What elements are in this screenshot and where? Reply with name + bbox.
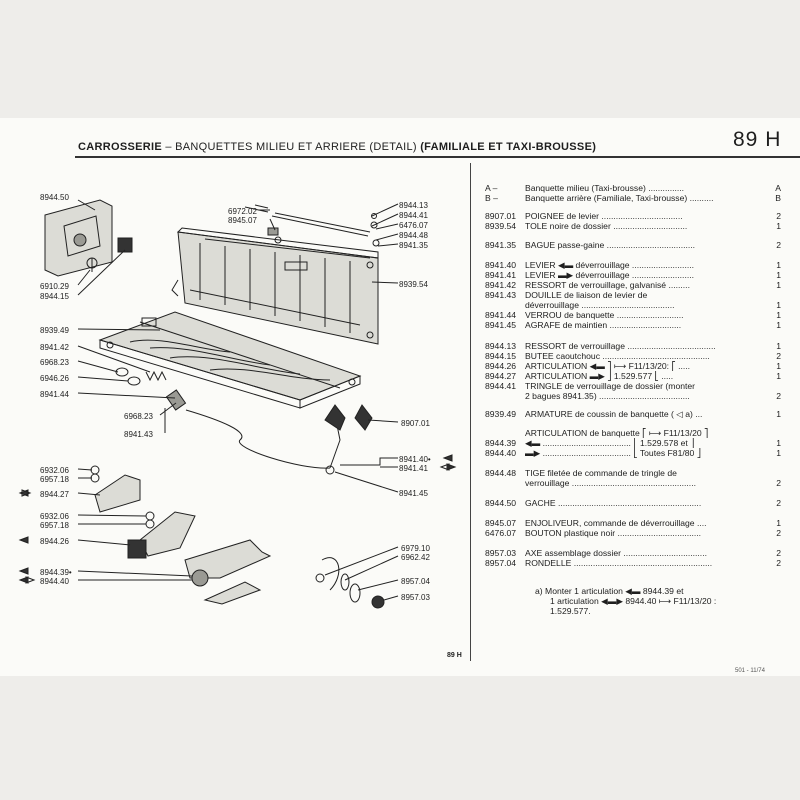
part-qty: 1	[776, 438, 781, 448]
part-code: 8941.42	[485, 280, 517, 290]
part-callout: 8944.15	[40, 292, 69, 301]
part-callout: 8944.27	[40, 490, 69, 499]
part-desc: ARTICULATION ▬▶ ⎦ 1.529.577 ⎣ .....	[525, 371, 674, 381]
part-callout: 6946.26	[40, 374, 69, 383]
part-code: B –	[485, 193, 498, 203]
part-qty: 2	[776, 528, 781, 538]
part-callout: 8944.41	[399, 211, 428, 220]
part-desc: RESSORT de verrouillage, galvanisé .........	[525, 280, 690, 290]
part-desc: TOLE noire de dossier ...............................	[525, 221, 688, 231]
part-callout: 8941.45	[399, 489, 428, 498]
part-qty: 1	[776, 361, 781, 371]
part-code: 8945.07	[485, 518, 517, 528]
part-code: 8944.39	[485, 438, 517, 448]
part-callout: 8957.03	[401, 593, 430, 602]
part-qty: 1	[776, 221, 781, 231]
part-callout: 6910.29	[40, 282, 69, 291]
striker-drawing	[45, 200, 132, 276]
part-desc: RESSORT de verrouillage .....................................	[525, 341, 716, 351]
hinge-drawing	[91, 466, 384, 608]
parts-row	[485, 280, 785, 290]
part-callout: 8945.07	[228, 216, 257, 225]
part-code: 8941.35	[485, 240, 517, 250]
parts-row	[485, 448, 785, 458]
part-qty: 2	[776, 478, 781, 488]
parts-row	[485, 528, 785, 538]
note-line: a) Monter 1 articulation ◀▬ 8944.39 et	[535, 586, 684, 596]
parts-row	[485, 320, 785, 330]
part-qty: A	[775, 183, 781, 193]
part-callout: 6476.07	[399, 221, 428, 230]
parts-row	[485, 260, 785, 270]
part-code: 8944.13	[485, 341, 517, 351]
part-qty: 1	[776, 320, 781, 330]
part-qty: 2	[776, 548, 781, 558]
part-callout: 8957.04	[401, 577, 430, 586]
section-name: CARROSSERIE	[78, 141, 162, 153]
part-desc: BAGUE passe-gaine .....................................	[525, 240, 696, 250]
part-desc: déverrouillage .......................................	[525, 300, 675, 310]
part-desc: ▬▶ ..................................... ⎣ Toutes F81/80 ⎦	[525, 448, 701, 458]
part-qty: 1	[776, 448, 781, 458]
parts-row	[485, 211, 785, 221]
part-desc: DOUILLE de liaison de levier de	[525, 290, 648, 300]
parts-row	[485, 371, 785, 381]
part-code: 8944.26	[485, 361, 517, 371]
parts-row	[485, 478, 785, 488]
part-callout: 6968.23	[40, 358, 69, 367]
parts-row	[485, 548, 785, 558]
part-qty: 1	[776, 341, 781, 351]
part-qty: 2	[776, 391, 781, 401]
part-callout: 8941.41	[399, 464, 428, 473]
part-callout: 8939.54	[399, 280, 428, 289]
part-qty: 2	[776, 351, 781, 361]
footer-page-number: 89 H	[447, 652, 462, 659]
part-desc: AGRAFE de maintien ..............................	[525, 320, 682, 330]
part-code: 8944.50	[485, 498, 517, 508]
part-code: 8941.40	[485, 260, 517, 270]
part-callout: 8939.49	[40, 326, 69, 335]
part-desc: BOUTON plastique noir ...................................	[525, 528, 702, 538]
parts-row	[485, 221, 785, 231]
part-desc: LEVIER ◀▬ déverrouillage ..........................	[525, 260, 694, 270]
part-callout: 6932.06	[40, 512, 69, 521]
part-callout: 8941.43	[124, 430, 153, 439]
part-qty: 1	[776, 300, 781, 310]
part-qty: 1	[776, 371, 781, 381]
parts-row	[485, 518, 785, 528]
part-code: 8941.43	[485, 290, 517, 300]
parts-row	[485, 381, 785, 391]
part-desc: Banquette milieu (Taxi-brousse) ...............	[525, 183, 685, 193]
part-code: 8941.41	[485, 270, 517, 280]
part-qty: 1	[776, 280, 781, 290]
part-code: 8941.45	[485, 320, 517, 330]
part-callout: 8941.35	[399, 241, 428, 250]
part-qty: 2	[776, 240, 781, 250]
part-callout: 8944.50	[40, 193, 69, 202]
part-code: 8957.03	[485, 548, 517, 558]
page-number: 89 H	[733, 128, 782, 151]
part-qty: 1	[776, 310, 781, 320]
part-desc: RONDELLE ..........................................................	[525, 558, 713, 568]
part-callout: 6972.02	[228, 207, 257, 216]
parts-row	[485, 351, 785, 361]
parts-row	[485, 341, 785, 351]
part-code: A –	[485, 183, 498, 193]
parts-row	[485, 428, 785, 438]
parts-row	[485, 310, 785, 320]
part-callout: 6962.42	[401, 553, 430, 562]
part-code: 8944.27	[485, 371, 517, 381]
footer-reference: 501 - 11/74	[735, 668, 765, 674]
parts-row	[485, 438, 785, 448]
parts-row	[485, 361, 785, 371]
part-desc: 2 bagues 8941.35) ......................................	[525, 391, 690, 401]
part-code: 8944.41	[485, 381, 517, 391]
part-callout: 8944.26	[40, 537, 69, 546]
variant-label: (FAMILIALE ET TAXI-BROUSSE)	[420, 141, 597, 153]
part-code: 8939.54	[485, 221, 517, 231]
part-qty: 1	[776, 409, 781, 419]
part-code: 8944.40	[485, 448, 517, 458]
part-desc: VERROU de banquette ............................	[525, 310, 684, 320]
part-desc: BUTEE caoutchouc .............................................	[525, 351, 710, 361]
part-callout: 6979.10	[401, 544, 430, 553]
part-qty: 2	[776, 211, 781, 221]
part-desc: AXE assemblage dossier ...................................	[525, 548, 707, 558]
parts-row	[485, 498, 785, 508]
parts-row	[485, 270, 785, 280]
part-desc: GACHE ............................................................	[525, 498, 702, 508]
part-qty: 2	[776, 558, 781, 568]
part-desc: ARTICULATION de banquette ⎡ ⟼ F11/13/20 ⎤	[525, 428, 709, 438]
parts-row	[485, 193, 785, 203]
parts-row	[485, 240, 785, 250]
note-line: 1 articulation ◀▬▶ 8944.40 ⟼ F11/13/20 :	[550, 596, 717, 606]
part-desc: TIGE filetée de commande de tringle de	[525, 468, 677, 478]
part-code: 8944.48	[485, 468, 517, 478]
part-qty: 2	[776, 498, 781, 508]
parts-row	[485, 183, 785, 193]
part-code: 8939.49	[485, 409, 517, 419]
note-line: 1.529.577.	[550, 606, 591, 616]
part-callout: 8944.48	[399, 231, 428, 240]
part-qty: 1	[776, 260, 781, 270]
parts-row	[485, 468, 785, 478]
part-qty: 1	[776, 518, 781, 528]
part-desc: verrouillage ....................................................	[525, 478, 696, 488]
part-code: 8957.04	[485, 558, 517, 568]
part-desc: ARTICULATION ◀▬ ⎤ ⟼ F11/13/20: ⎡ .....	[525, 361, 691, 371]
part-code: 6476.07	[485, 528, 517, 538]
part-callout: 6968.23	[124, 412, 153, 421]
part-callout: 8944.39•	[40, 568, 72, 577]
parts-row	[485, 391, 785, 401]
part-qty: 1	[776, 270, 781, 280]
part-callout: 8941.40•	[399, 455, 431, 464]
parts-row	[485, 409, 785, 419]
part-callout: 8941.42	[40, 343, 69, 352]
section-title: – BANQUETTES MILIEU ET ARRIERE (DETAIL)	[161, 141, 421, 153]
part-desc: LEVIER ▬▶ déverrouillage ..........................	[525, 270, 694, 280]
part-callout: 8944.40	[40, 577, 69, 586]
parts-row	[485, 300, 785, 310]
part-code: 8944.15	[485, 351, 517, 361]
part-desc: Banquette arrière (Familiale, Taxi-brousse) ..........	[525, 193, 714, 203]
part-desc: POIGNEE de levier ..................................	[525, 211, 683, 221]
part-qty: B	[775, 193, 781, 203]
part-code: 8907.01	[485, 211, 517, 221]
parts-row	[485, 290, 785, 300]
part-callout: 8944.13	[399, 201, 428, 210]
rods-drawing	[245, 205, 379, 246]
part-desc: ENJOLIVEUR, commande de déverrouillage ....	[525, 518, 707, 528]
part-callout: 6932.06	[40, 466, 69, 475]
part-code: 8941.44	[485, 310, 517, 320]
part-callout: 6957.18	[40, 475, 69, 484]
part-callout: 8907.01	[401, 419, 430, 428]
parts-row	[485, 558, 785, 568]
part-callout: 6957.18	[40, 521, 69, 530]
part-desc: TRINGLE de verrouillage de dossier (monter	[525, 381, 696, 391]
part-callout: 8941.44	[40, 390, 69, 399]
part-desc: ◀▬ ..................................... ⎢ 1.529.578 et ⎥	[525, 438, 695, 448]
part-desc: ARMATURE de coussin de banquette ( ◁ a) ...	[525, 409, 703, 419]
